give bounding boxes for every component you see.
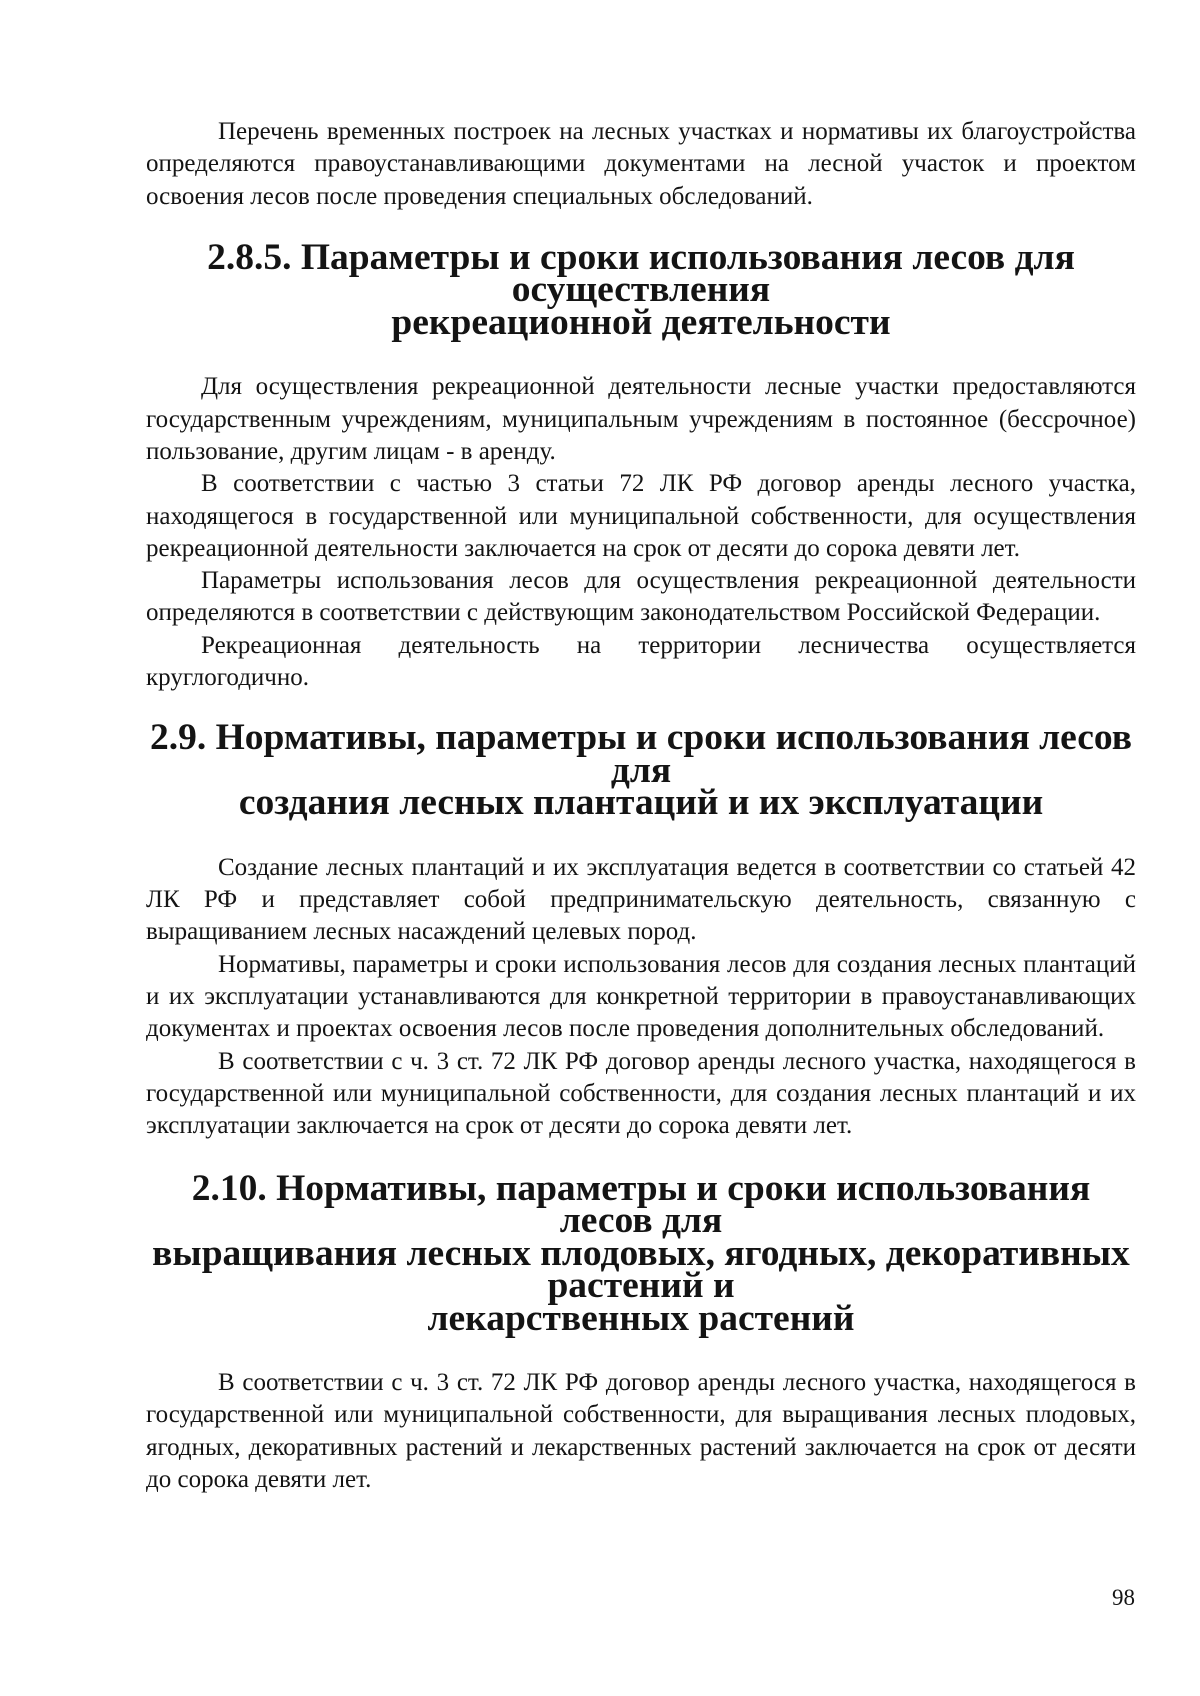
section-2-8-5-heading-line2: рекреационной деятельности <box>391 301 891 343</box>
section-2-10-heading-line3: лекарственных растений <box>427 1297 855 1339</box>
section-2-9-paragraph-1: Создание лесных плантаций и их эксплуатация ведется в соответствии со статьей 42 ЛК РФ и представляет собой предпринимательскую деятельность, связанную с выращиванием лесных насаждений целевых пород. <box>146 853 1136 946</box>
section-2-8-5-paragraph-4: Рекреационная деятельность на территории лесничества осуществляется круглогодично. <box>146 631 1136 692</box>
section-2-8-5-paragraph-3: Параметры использования лесов для осуществления рекреационной деятельности определяются в соответствии с действующим законодательством Российской Федерации. <box>146 567 1136 627</box>
section-2-8-5-heading-line1: 2.8.5. Параметры и сроки использования лесов для осуществления <box>207 236 1075 311</box>
section-2-8-5-heading <box>146 236 1136 343</box>
section-2-10-heading <box>146 1167 1136 1339</box>
document-page <box>146 116 1136 1496</box>
section-2-9-paragraph-3: В соответствии с ч. 3 ст. 72 ЛК РФ договор аренды лесного участка, находящегося в государственной или муниципальной собственности, для создания лесных плантаций и их эксплуатации заключается на срок от десяти до сорока девяти лет. <box>146 1047 1136 1140</box>
section-2-9-heading <box>146 717 1136 824</box>
intro-paragraph: Перечень временных построек на лесных участках и нормативы их благоустройства определяются правоустанавливающими документами на лесной участок и проектом освоения лесов после проведения специальных обследований. <box>146 118 1136 210</box>
section-2-10-heading-line1: 2.10. Нормативы, параметры и сроки использования лесов для <box>191 1167 1091 1242</box>
page-number: 98 <box>1112 1585 1135 1610</box>
section-2-9-paragraph-2: Нормативы, параметры и сроки использования лесов для создания лесных плантаций и их эксплуатации устанавливаются для конкретной территории в правоустанавливающих документах и проектах освоения лесов после проведения дополнительных обследований. <box>146 950 1136 1043</box>
section-2-8-5-paragraph-2: В соответствии с частью 3 статьи 72 ЛК РФ договор аренды лесного участка, находящегося в государственной или муниципальной собственности, для осуществления рекреационной деятельности заключается на срок от десяти до сорока девяти лет. <box>146 470 1136 562</box>
section-2-8-5-paragraph-1: Для осуществления рекреационной деятельности лесные участки предоставляются государственным учреждениям, муниципальным учреждениям в постоянное (бессрочное) пользование, другим лицам - в аренду. <box>146 373 1136 465</box>
section-2-9-heading-line1: 2.9. Нормативы, параметры и сроки использования лесов для <box>150 717 1132 791</box>
section-2-10-paragraph-1: В соответствии с ч. 3 ст. 72 ЛК РФ договор аренды лесного участка, находящегося в государственной или муниципальной собственности, для выращивания лесных плодовых, ягодных, декоративных растений и лекарственных растений заключается на срок от десяти до сорока девяти лет. <box>146 1369 1136 1493</box>
section-2-9-heading-line2: создания лесных плантаций и их эксплуатации <box>238 782 1044 824</box>
section-2-10-heading-line2: выращивания лесных плодовых, ягодных, декоративных растений и <box>152 1232 1130 1307</box>
